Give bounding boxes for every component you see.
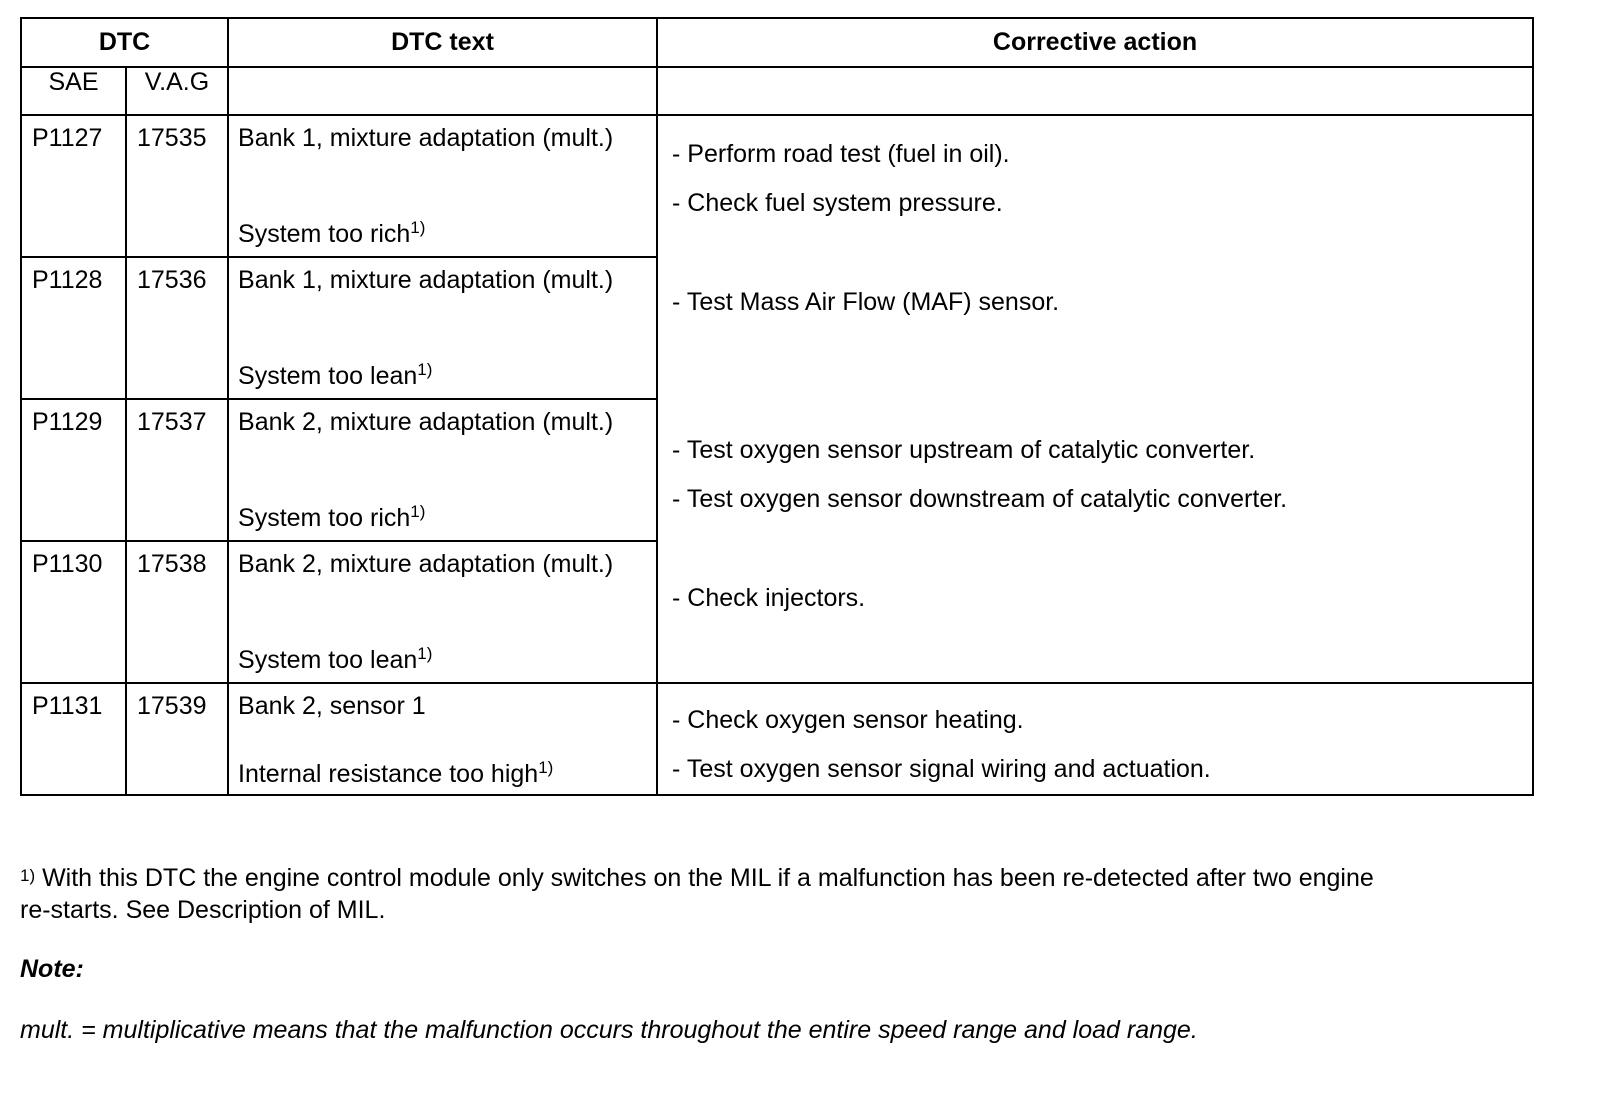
footnote-marker: 1) [417,360,433,379]
subheader-empty [657,67,1533,115]
table-row [21,683,1533,795]
dtc-text-line2: System too lean$^{1)}$ [238,644,433,674]
dtc-text-line2: System too rich$^{1)}$ [238,502,426,532]
dtc-text-line1: Bank 2, sensor 1 [238,692,426,720]
table-row [21,115,1533,257]
action-item: - Test oxygen sensor signal wiring and actuation. [672,755,1211,783]
note-text: mult. = multiplicative means that the malfunction occurs throughout the entire speed range and load range. [20,1016,1198,1044]
vag-code: 17535 [126,115,228,257]
table-subheader-row [21,67,1533,115]
action-item: - Check oxygen sensor heating. [672,706,1024,734]
action-item: - Test Mass Air Flow (MAF) sensor. [672,288,1060,316]
sae-code: P1128 [21,257,126,399]
footnote [20,862,1520,926]
dtc-description [228,541,657,683]
dtc-description [228,399,657,541]
action-item: - Check fuel system pressure. [672,189,1003,217]
corrective-action-cell [657,115,1533,683]
sae-code: P1130 [21,541,126,683]
sae-code: P1129 [21,399,126,541]
vag-code: 17536 [126,257,228,399]
dtc-text-line1: Bank 1, mixture adaptation (mult.) [238,124,614,152]
subheader-vag: V.A.G [126,67,228,115]
dtc-text-line2: Internal resistance too high$^{1)}$ [238,758,554,788]
dtc-text-line1: Bank 2, mixture adaptation (mult.) [238,550,614,578]
footnote-marker: 1) [410,218,426,237]
sae-code: P1131 [21,683,126,795]
subheader-sae: SAE [21,67,126,115]
dtc-text-line2: System too lean$^{1)}$ [238,360,433,390]
action-item: - Check injectors. [672,584,866,612]
dtc-description [228,257,657,399]
table-header-row [21,18,1533,67]
dtc-description [228,115,657,257]
footnote-marker: 1) [538,758,554,777]
header-dtc: DTC [21,18,228,67]
footnote-line2: re-starts. See Description of MIL. [20,896,386,924]
sae-code: P1127 [21,115,126,257]
action-item: - Perform road test (fuel in oil). [672,140,1010,168]
dtc-description [228,683,657,795]
action-item: - Test oxygen sensor upstream of catalytic converter. [672,436,1256,464]
dtc-table [20,17,1534,796]
footnote-line1: $^{1)}$ With this DTC the engine control module only switches on the MIL if a malfunction has been re-detected after two engine [20,864,1374,892]
subheader-empty [228,67,657,115]
dtc-text-line2: System too rich$^{1)}$ [238,218,426,248]
dtc-text-line1: Bank 1, mixture adaptation (mult.) [238,266,614,294]
vag-code: 17539 [126,683,228,795]
footnote-marker: 1) [417,644,433,663]
dtc-text-line1: Bank 2, mixture adaptation (mult.) [238,408,614,436]
vag-code: 17537 [126,399,228,541]
header-corrective-action: Corrective action [657,18,1533,67]
vag-code: 17538 [126,541,228,683]
action-item: - Test oxygen sensor downstream of catalytic converter. [672,485,1288,513]
note-title: Note: [20,955,84,983]
footnote-marker: 1) [410,502,426,521]
footnote-marker: 1) [20,866,36,885]
header-dtc-text: DTC text [228,18,657,67]
corrective-action-cell [657,683,1533,795]
